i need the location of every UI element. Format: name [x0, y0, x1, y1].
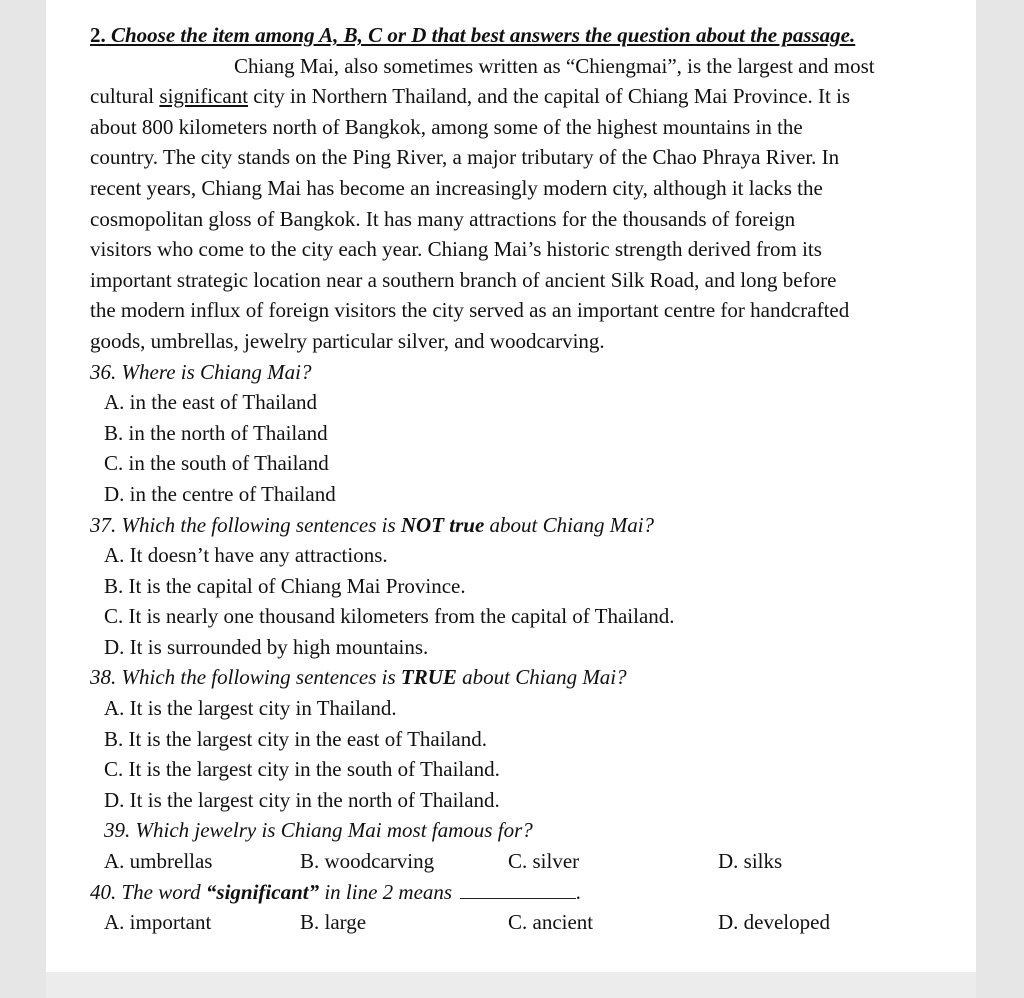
option-39-d: D. silks	[718, 849, 783, 874]
option-38-b: B. It is the largest city in the east of Thailand.	[104, 726, 487, 751]
options-row-40	[90, 907, 940, 938]
option-40-c: C. ancient	[508, 910, 594, 935]
option-38-c: C. It is the largest city in the south of Thailand.	[104, 757, 500, 782]
passage-line-5: recent years, Chiang Mai has become an increasingly modern city, although it lacks the	[90, 175, 823, 200]
option-37-c: C. It is nearly one thousand kilometers from the capital of Thailand.	[104, 604, 675, 629]
option-40-b: B. large	[300, 910, 367, 935]
option-36-a: A. in the east of Thailand	[104, 390, 318, 415]
section-heading	[90, 20, 940, 51]
question-37: 37. Which the following sentences is NOT true about Chiang Mai?	[90, 512, 655, 537]
passage-line-3: about 800 kilometers north of Bangkok, among some of the highest mountains in the	[90, 114, 803, 139]
section-heading-text: Choose the item among A, B, C or D that best answers the question about the passage.	[111, 23, 856, 47]
option-36-c: C. in the south of Thailand	[104, 451, 329, 476]
emphasis-true: TRUE	[400, 665, 457, 690]
option-39-c: C. silver	[508, 849, 580, 874]
left-margin	[0, 0, 46, 998]
underlined-word-significant: significant	[159, 84, 249, 109]
option-38-a: A. It is the largest city in Thailand.	[104, 696, 397, 721]
passage-line-2: cultural significant city in Northern Thailand, and the capital of Chiang Mai Province. It is	[90, 84, 851, 109]
option-36-b: B. in the north of Thailand	[104, 420, 328, 445]
question-38: 38. Which the following sentences is TRUE about Chiang Mai?	[90, 665, 627, 690]
emphasis-not-true: NOT true	[400, 512, 485, 537]
exercise-content	[90, 20, 940, 938]
passage-line-6: cosmopolitan gloss of Bangkok. It has many attractions for the thousands of foreign	[90, 206, 796, 231]
passage-line-10: goods, umbrellas, jewelry particular silver, and woodcarving.	[90, 328, 605, 353]
option-40-a: A. important	[104, 910, 212, 935]
option-40-d: D. developed	[718, 910, 830, 935]
question-36: 36. Where is Chiang Mai?	[90, 359, 312, 384]
passage-line-7: visitors who come to the city each year. Chiang Mai’s historic strength derived from its	[90, 237, 822, 262]
document-page	[46, 0, 976, 972]
reading-passage	[90, 51, 940, 357]
bottom-margin	[46, 972, 976, 998]
passage-line-8: important strategic location near a southern branch of ancient Silk Road, and long before	[90, 267, 837, 292]
passage-line-4: country. The city stands on the Ping River, a major tributary of the Chao Phraya River. In	[90, 145, 840, 170]
option-37-b: B. It is the capital of Chiang Mai Province.	[104, 573, 466, 598]
answer-blank	[460, 880, 576, 899]
option-37-d: D. It is surrounded by high mountains.	[104, 634, 429, 659]
passage-line-9: the modern influx of foreign visitors the city served as an important centre for handcrafted	[90, 298, 850, 323]
options-row-39	[90, 846, 940, 877]
question-39: 39. Which jewelry is Chiang Mai most famous for?	[104, 818, 533, 843]
option-37-a: A. It doesn’t have any attractions.	[104, 543, 388, 568]
emphasis-significant: “significant”	[205, 879, 320, 904]
option-38-d: D. It is the largest city in the north of Thailand.	[104, 787, 500, 812]
option-39-a: A. umbrellas	[104, 849, 213, 874]
section-number: 2.	[90, 23, 106, 47]
option-36-d: D. in the centre of Thailand	[104, 481, 336, 506]
question-40: 40. The word “significant” in line 2 means .	[90, 879, 582, 904]
right-margin	[976, 0, 1024, 998]
passage-line-1: Chiang Mai, also sometimes written as “Chiengmai”, is the largest and most	[234, 53, 875, 78]
option-39-b: B. woodcarving	[300, 849, 435, 874]
